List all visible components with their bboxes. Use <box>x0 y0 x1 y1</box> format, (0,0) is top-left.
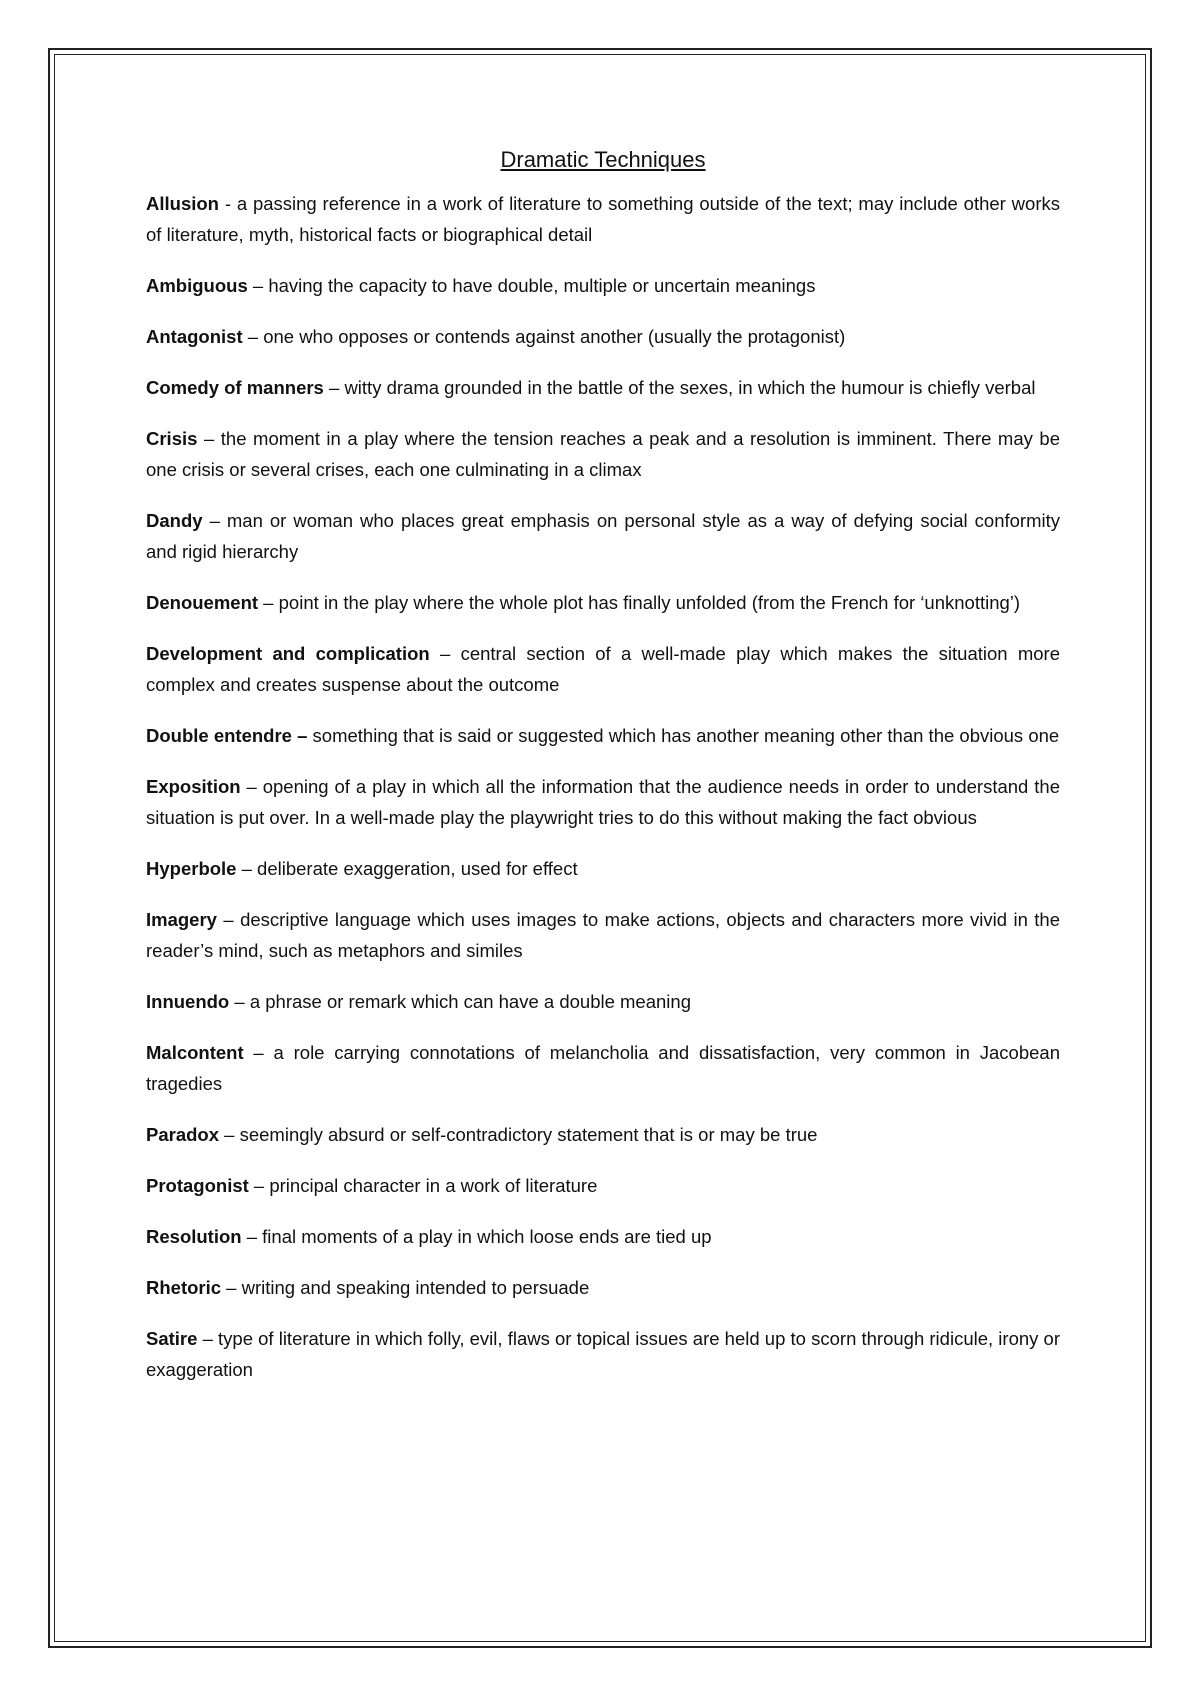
glossary-definition: having the capacity to have double, multiple or uncertain meanings <box>268 275 816 296</box>
glossary-term: Imagery <box>146 909 217 930</box>
glossary-term: Comedy of manners <box>146 377 324 398</box>
glossary-term: Protagonist <box>146 1175 249 1196</box>
glossary-entry <box>146 771 1060 833</box>
glossary-term: Paradox <box>146 1124 220 1145</box>
glossary-term: Innuendo <box>146 991 230 1012</box>
glossary-separator: – <box>243 1042 274 1063</box>
glossary-definition: central section of a well-made play which makes the situation more complex and creates suspense about the outcome <box>146 643 1060 695</box>
glossary-definition: one who opposes or contends against another (usually the protagonist) <box>263 326 846 347</box>
glossary-term: Antagonist <box>146 326 243 347</box>
glossary-entry <box>146 1323 1060 1385</box>
glossary-entry <box>146 986 1060 1017</box>
glossary-entry <box>146 853 1060 884</box>
glossary-entry <box>146 1221 1060 1252</box>
glossary-separator: – <box>247 275 269 296</box>
glossary-term: Rhetoric <box>146 1277 222 1298</box>
glossary-definition: point in the play where the whole plot has finally unfolded (from the French for ‘unknotting’) <box>278 592 1021 613</box>
glossary-definition: final moments of a play in which loose ends are tied up <box>262 1226 712 1247</box>
glossary-entry <box>146 587 1060 618</box>
glossary-separator: – <box>221 1277 242 1298</box>
glossary-entry <box>146 1170 1060 1201</box>
glossary-separator: – <box>242 326 264 347</box>
glossary-separator: – <box>240 776 263 797</box>
document-title: Dramatic Techniques <box>500 147 706 172</box>
glossary-definition: a passing reference in a work of literature to something outside of the text; may include other works of literature, myth, historical facts or biographical detail <box>146 193 1060 245</box>
glossary-definition: something that is said or suggested which has another meaning other than the obvious one <box>312 725 1060 746</box>
glossary-entry <box>146 1037 1060 1099</box>
glossary-separator: – <box>258 592 279 613</box>
glossary-entry <box>146 904 1060 966</box>
glossary-term: Malcontent <box>146 1042 244 1063</box>
glossary-definition: a phrase or remark which can have a double meaning <box>249 991 691 1012</box>
glossary-definition: the moment in a play where the tension reaches a peak and a resolution is imminent. There may be one crisis or several crises, each one culminating in a climax <box>146 428 1060 480</box>
glossary-term: Crisis <box>146 428 198 449</box>
glossary-term: Hyperbole <box>146 858 237 879</box>
document-body <box>146 146 1060 1405</box>
glossary-definition: deliberate exaggeration, used for effect <box>257 858 578 879</box>
glossary-separator: - <box>218 193 237 214</box>
glossary-definition: writing and speaking intended to persuade <box>241 1277 590 1298</box>
glossary-entry <box>146 321 1060 352</box>
glossary-separator: – <box>248 1175 270 1196</box>
glossary-term: Satire <box>146 1328 198 1349</box>
glossary-term: Denouement <box>146 592 259 613</box>
glossary-definition: opening of a play in which all the information that the audience needs in order to understand the situation is put over. In a well-made play the playwright tries to do this without making the fact obvious <box>146 776 1060 828</box>
glossary-definition: seemingly absurd or self-contradictory statement that is or may be true <box>239 1124 818 1145</box>
glossary-definition: type of literature in which folly, evil, flaws or topical issues are held up to scorn through ridicule, irony or exaggeration <box>146 1328 1060 1380</box>
glossary-separator: – <box>241 1226 263 1247</box>
glossary-definition: a role carrying connotations of melancholia and dissatisfaction, very common in Jacobean tragedies <box>146 1042 1060 1094</box>
glossary-term: Resolution <box>146 1226 242 1247</box>
glossary-definition: witty drama grounded in the battle of the sexes, in which the humour is chiefly verbal <box>344 377 1036 398</box>
glossary-entry <box>146 423 1060 485</box>
glossary-separator: – <box>197 428 221 449</box>
glossary-separator: – <box>219 1124 240 1145</box>
glossary-entry <box>146 1119 1060 1150</box>
glossary-term: Exposition <box>146 776 241 797</box>
glossary-definition: man or woman who places great emphasis on personal style as a way of defying social conformity and rigid hierarchy <box>146 510 1060 562</box>
glossary-entry <box>146 372 1060 403</box>
glossary-entry <box>146 638 1060 700</box>
glossary-entry <box>146 720 1060 751</box>
glossary-definition: descriptive language which uses images to make actions, objects and characters more vivid in the reader’s mind, such as metaphors and similes <box>146 909 1060 961</box>
glossary-definition: principal character in a work of literature <box>269 1175 598 1196</box>
glossary-term: Dandy <box>146 510 203 531</box>
glossary-separator: – <box>229 991 250 1012</box>
glossary-separator: – <box>197 1328 219 1349</box>
glossary-entry <box>146 270 1060 301</box>
glossary-term: Ambiguous <box>146 275 248 296</box>
glossary-separator: – <box>323 377 345 398</box>
glossary-term: Double entendre – <box>146 725 313 746</box>
glossary-term: Development and complication <box>146 643 430 664</box>
glossary-separator: – <box>429 643 461 664</box>
glossary-separator: – <box>216 909 241 930</box>
glossary-list <box>146 188 1060 1385</box>
glossary-separator: – <box>202 510 227 531</box>
glossary-entry <box>146 505 1060 567</box>
glossary-separator: – <box>236 858 258 879</box>
glossary-term: Allusion <box>146 193 219 214</box>
glossary-entry <box>146 1272 1060 1303</box>
glossary-entry <box>146 188 1060 250</box>
